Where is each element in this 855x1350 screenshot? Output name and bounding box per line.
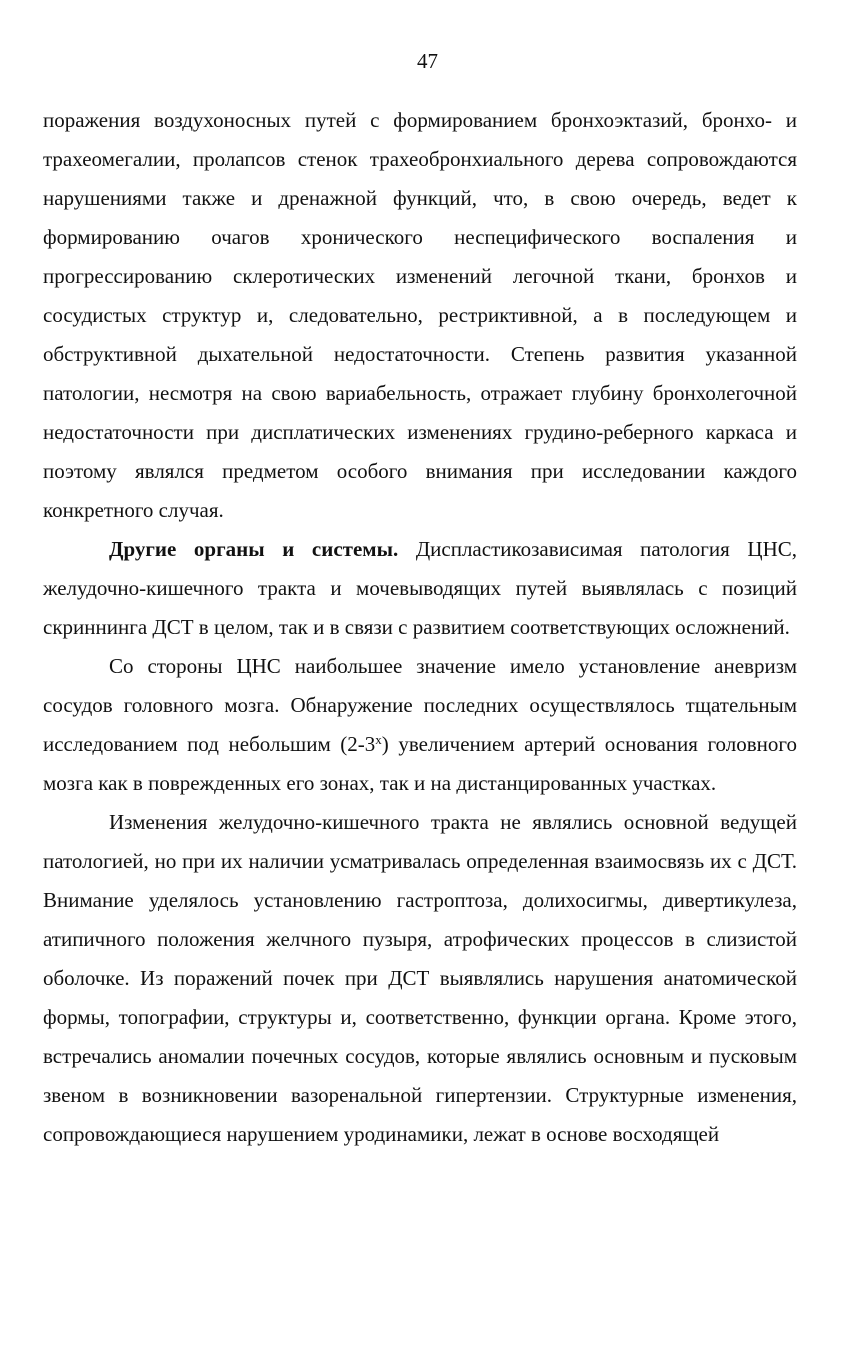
body-text xyxy=(43,101,797,1154)
section-heading-other-organs: Другие органы и системы. xyxy=(109,537,399,561)
paragraph-other-organs xyxy=(43,530,797,647)
page-number: 47 xyxy=(417,49,438,73)
paragraph-cns-text-before: Со стороны ЦНС наибольшее значение имело установление аневризм сосудов головного мозга. Обнаружение последних осуществлялось тщательным исследованием под небольшим (2-3 xyxy=(43,654,797,756)
magnification-superscript: х xyxy=(375,732,382,747)
paragraph-cns xyxy=(43,647,797,803)
paragraph-other-organs-text: Диспластикозависимая патология ЦНС, желудочно-кишечного тракта и мочевыводящих путей выявлялась с позиций скриннинга ДСТ в целом, так и в связи с развитием соответствующих осложнений. xyxy=(43,537,797,639)
paragraph-cns-text-after: ) увеличением артерий основания головного мозга как в поврежденных его зонах, так и на дистанцированных участках. xyxy=(43,732,797,795)
paragraph-gi-kidney: Изменения желудочно-кишечного тракта не являлись основной ведущей патологией, но при их наличии усматривалась определенная взаимосвязь их с ДСТ. Внимание уделялось установлению гастроптоза, долихосигмы, дивертикулеза, атипичного положения желчного пузыря, атрофических процессов в слизистой оболочке. Из поражений почек при ДСТ выявлялись нарушения анатомической формы, топографии, структуры и, соответственно, функции органа. Кроме этого, встречались аномалии почечных сосудов, которые являлись основным и пусковым звеном в возникновении вазоренальной гипертензии. Структурные изменения, сопровождающиеся нарушением уродинамики, лежат в основе восходящей xyxy=(43,810,797,1146)
paragraph-respiratory: поражения воздухоносных путей с формированием бронхоэктазий, бронхо- и трахеомегалии, пролапсов стенок трахеобронхиального дерева сопровождаются нарушениями также и дренажной функций, что, в свою очередь, ведет к формированию очагов хронического неспецифического воспаления и прогрессированию склеротических изменений легочной ткани, бронхов и сосудистых структур и, следовательно, рестриктивной, а в последующем и обструктивной дыхательной недостаточности. Степень развития указанной патологии, несмотря на свою вариабельность, отражает глубину бронхолегочной недостаточности при дисплатических изменениях грудино-реберного каркаса и поэтому являлся предметом особого внимания при исследовании каждого конкретного случая. xyxy=(43,108,797,522)
